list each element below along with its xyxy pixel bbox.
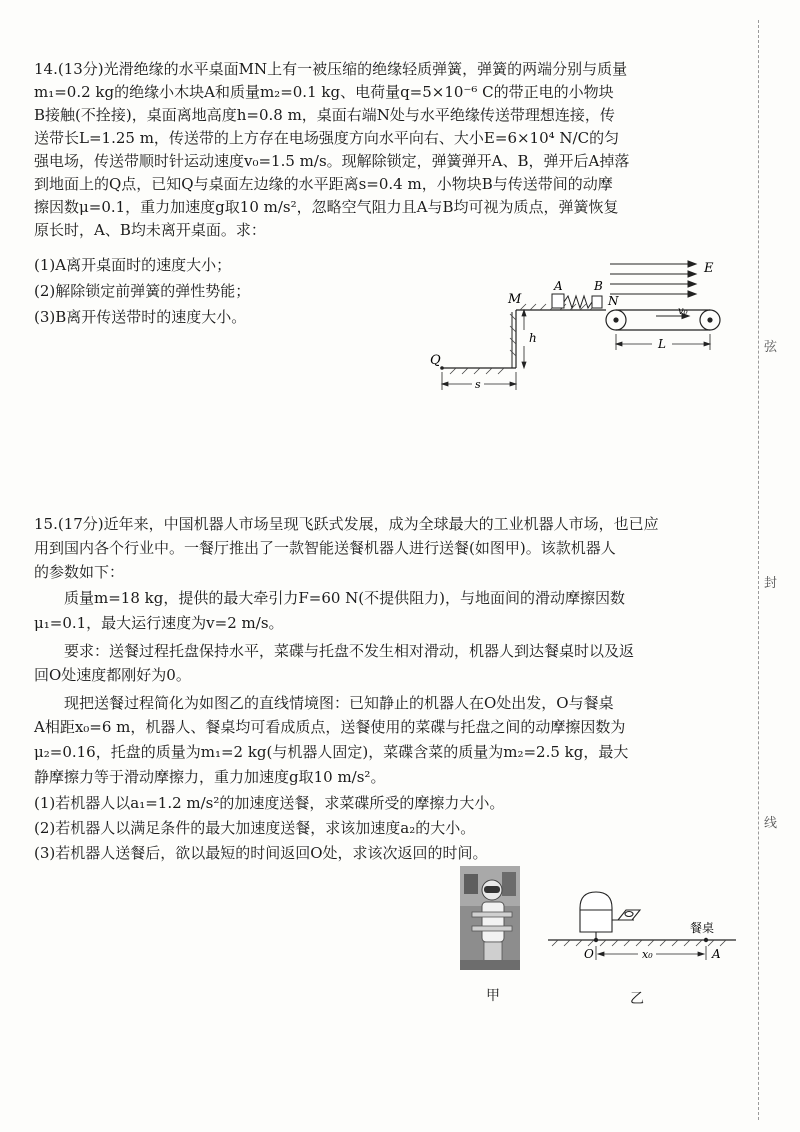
q14-question-2: (2)解除锁定前弹簧的弹性势能； [34, 282, 251, 300]
margin-mark-2: 封 [764, 576, 778, 591]
q15-diagram [540, 880, 756, 970]
caption-yi: 乙 [630, 991, 644, 1007]
label-h: h [529, 331, 537, 345]
block-A [552, 294, 564, 308]
q15-line-8: 现把送餐过程简化为如图乙的直线情境图：已知静止的机器人在O处出发，O与餐桌 [64, 694, 614, 712]
block-B [592, 296, 602, 308]
robot-photo [460, 866, 520, 970]
label-s: s [475, 378, 481, 391]
q15-line-9: A相距x₀=6 m，机器人、餐桌均可看成质点，送餐使用的菜碟与托盘之间的动摩擦因数为 [34, 718, 626, 736]
q14-question-1: (1)A离开桌面时的速度大小； [34, 256, 232, 274]
label-O: O [584, 947, 594, 961]
q15-line-1: 15.(17分)近年来，中国机器人市场呈现飞跃式发展，成为全球最大的工业机器人市场，也已应 [34, 515, 659, 533]
binding-margin-line [758, 20, 759, 1120]
q14-line-5: 强电场，传送带顺时针运动速度v₀=1.5 m/s。现解除锁定，弹簧弹开A、B，弹开后A掉落 [34, 152, 630, 170]
dimension-h [522, 310, 526, 368]
label-x0: x₀ [642, 948, 653, 961]
label-table: 餐桌 [690, 921, 715, 935]
point-O [594, 938, 598, 942]
label-A: A [554, 279, 563, 293]
q15-line-2: 用到国内各个行业中。一餐厅推出了一款智能送餐机器人进行送餐(如图甲)。该款机器人 [34, 539, 616, 557]
q15-question-2: (2)若机器人以满足条件的最大加速度送餐，求该加速度a₂的大小。 [34, 819, 476, 837]
q14-line-4: 送带长L=1.25 m，传送带的上方存在电场强度方向水平向右、大小E=6×10⁴ N/C的匀 [34, 129, 620, 147]
label-v0: v₀ [678, 306, 688, 317]
q15-line-7: 回O处速度都刚好为0。 [34, 666, 191, 684]
q14-question-3: (3)B离开传送带时的速度大小。 [34, 308, 247, 326]
q14-line-7: 擦因数μ=0.1，重力加速度g取10 m/s²，忽略空气阻力且A与B均可视为质点，弹簧恢复 [34, 198, 619, 216]
q15-line-5: μ₁=0.1，最大运行速度为v=2 m/s。 [34, 614, 284, 632]
robot-sketch [580, 892, 640, 940]
label-Q: Q [430, 353, 441, 368]
q14-line-2: m₁=0.2 kg的绝缘小木块A和质量m₂=0.1 kg、电荷量q=5×10⁻⁶ C的带正电的小物块 [34, 83, 614, 101]
spring [564, 296, 592, 308]
point-Q [440, 366, 444, 370]
margin-mark-1: 弦 [764, 340, 778, 355]
q15-line-3: 的参数如下： [34, 563, 125, 581]
conveyor-belt [606, 310, 720, 330]
label-N: N [608, 294, 619, 308]
label-A-table: A [712, 947, 721, 961]
label-L: L [658, 337, 666, 351]
q15-line-10: μ₂=0.16，托盘的质量为m₁=2 kg(与机器人固定)，菜碟含菜的质量为m₂=2.5 kg，最大 [34, 743, 629, 761]
q15-question-1: (1)若机器人以a₁=1.2 m/s²的加速度送餐，求菜碟所受的摩擦力大小。 [34, 794, 505, 812]
q15-line-11: 静摩擦力等于滑动摩擦力，重力加速度g取10 m/s²。 [34, 768, 386, 786]
q14-line-8: 原长时，A、B均未离开桌面。求： [34, 221, 266, 239]
caption-jia: 甲 [486, 988, 500, 1004]
point-A [704, 938, 708, 942]
q15-question-3: (3)若机器人送餐后，欲以最短的时间返回O处，求该次返回的时间。 [34, 844, 488, 862]
label-B: B [594, 279, 603, 293]
electric-field-arrows [610, 261, 696, 297]
label-M: M [508, 292, 522, 307]
q14-figure [420, 250, 740, 400]
q15-line-4: 质量m=18 kg，提供的最大牵引力F=60 N(不提供阻力)，与地面间的滑动摩擦因数 [64, 589, 626, 607]
ground-hatching [552, 940, 726, 946]
q14-line-1: 14.(13分)光滑绝缘的水平桌面MN上有一被压缩的绝缘轻质弹簧，弹簧的两端分别与质量 [34, 60, 628, 78]
q14-line-3: B接触(不拴接)，桌面离地高度h=0.8 m，桌面右端N处与水平绝缘传送带理想连接，传 [34, 106, 615, 124]
q15-line-6: 要求：送餐过程托盘保持水平，菜碟与托盘不发生相对滑动，机器人到达餐桌时以及返 [64, 642, 635, 660]
q14-line-6: 到地面上的Q点，已知Q与桌面左边缘的水平距离s=0.4 m，小物块B与传送带间的动摩 [34, 175, 613, 193]
label-E: E [704, 261, 714, 276]
margin-mark-3: 线 [764, 816, 778, 831]
